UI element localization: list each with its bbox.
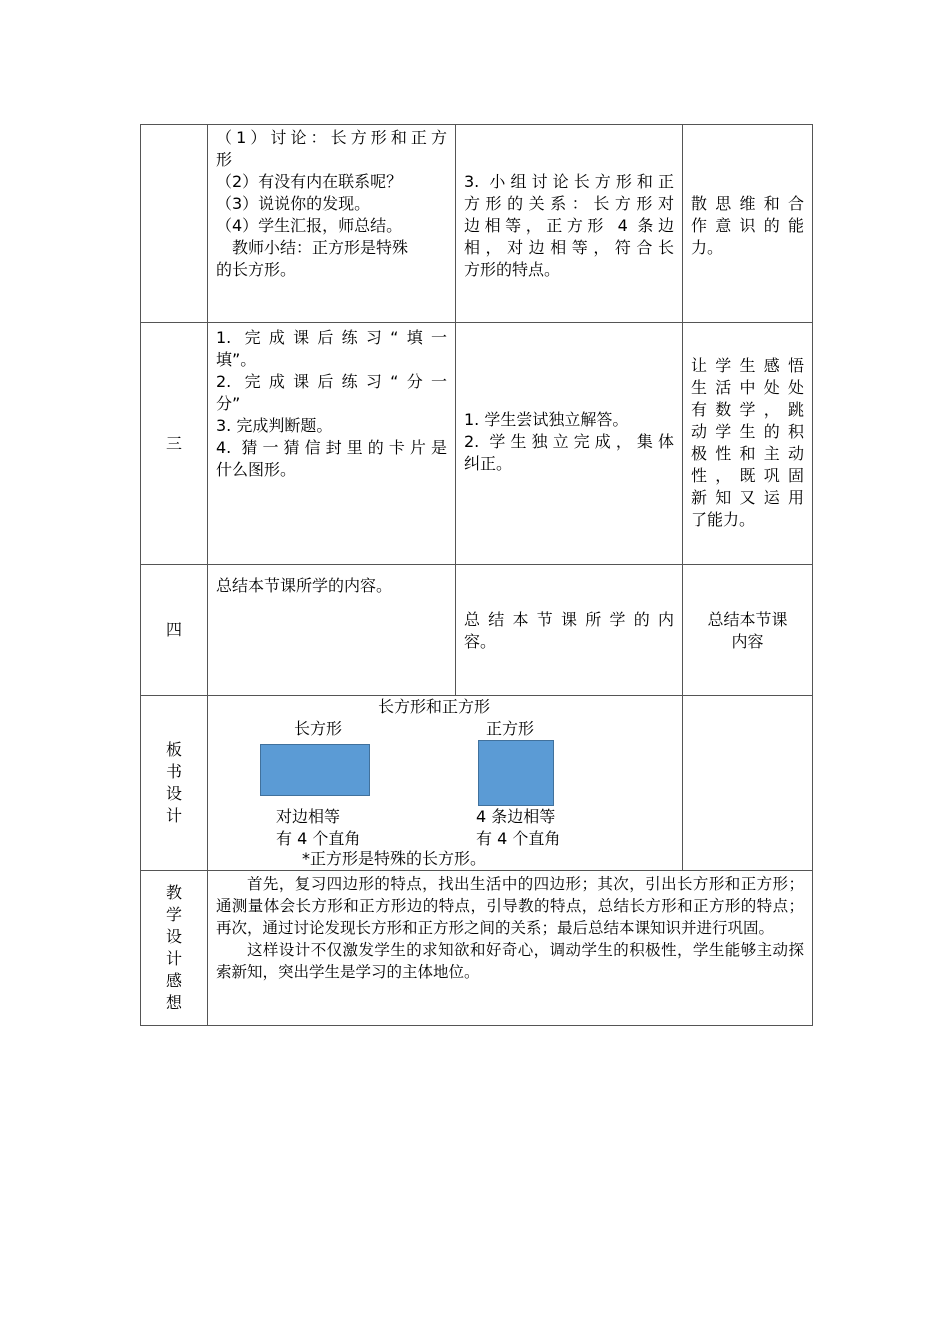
text-line: （2）有没有内在联系呢？	[216, 172, 403, 191]
reflection-label: 教 学 设 计 感 想	[165, 883, 182, 1012]
text-line: （4）学生汇报，师总结。	[216, 216, 403, 235]
text-line: 作意识的能	[691, 216, 804, 235]
text-line: 方形的关系：长方形对	[464, 194, 674, 213]
text-line: 填”。	[216, 350, 257, 369]
text-line: 教师小结：正方形是特殊	[216, 238, 409, 257]
stage-cell: 四	[141, 565, 208, 696]
text-line: （1）讨论：长方形和正方	[216, 128, 447, 147]
text-line: 形	[216, 150, 233, 169]
text-line: 2. 完成课后练习“分一	[216, 372, 447, 391]
table-row-stage-3	[141, 323, 813, 565]
design-intent-cell	[683, 323, 813, 565]
text-line: 性，既巩固	[691, 466, 804, 485]
reflection-paragraph-1: 首先，复习四边形的特点，找出生活中的四边形；其次，引出长方形和正方形；通测量体会长方形和正方形边的特点，引导教的特点，总结长方形和正方形的特点；再次，通过讨论发现长方形和正方形之间的关系；最后总结本课知识并进行巩固。	[216, 875, 804, 937]
text-line: 散思维和合	[691, 194, 804, 213]
text-line: 总结本节课所学的内	[464, 610, 674, 629]
teacher-activity-cell	[208, 125, 456, 323]
table-row-stage-4	[141, 565, 813, 696]
text-line: 方形的特点。	[464, 260, 561, 279]
board-title: 长方形和正方形	[378, 697, 491, 716]
text-line: 让学生感悟	[691, 356, 804, 375]
stage-cell: 三	[141, 323, 208, 565]
text-line: 1. 完成课后练习“填一	[216, 328, 447, 347]
text-line: 纠正。	[464, 454, 513, 473]
text-line: 边相等，正方形 4 条边	[464, 216, 674, 235]
text-line: 力。	[691, 238, 724, 257]
text-line: （3）说说你的发现。	[216, 194, 371, 213]
square-shape	[478, 740, 554, 806]
rectangle-property-sides: 对边相等	[276, 807, 341, 826]
rectangle-shape	[260, 744, 370, 796]
board-design-empty-cell	[683, 696, 813, 871]
table-row-stage-2-cont	[141, 125, 813, 323]
text-line: 3. 小组讨论长方形和正	[464, 172, 674, 191]
text-line: 分”	[216, 394, 241, 413]
text-line: 动学生的积	[691, 422, 804, 441]
text-line: 生活中处处	[691, 378, 804, 397]
student-activity-cell	[456, 565, 683, 696]
board-note: *正方形是特殊的长方形。	[302, 849, 487, 868]
square-property-angles: 有 4 个直角	[476, 829, 561, 848]
text-line: 新知又运用	[691, 488, 804, 507]
design-intent-cell	[683, 565, 813, 696]
text-line: 什么图形。	[216, 460, 297, 479]
board-design-label: 板 书 设 计	[165, 740, 182, 825]
board-design-label-cell	[141, 696, 208, 871]
table-row-board-design	[141, 696, 813, 871]
text-line: 了能力。	[691, 510, 756, 529]
text-line: 的长方形。	[216, 260, 297, 279]
text-line: 4. 猜一猜信封里的卡片是	[216, 438, 447, 457]
reflection-paragraph-2: 这样设计不仅激发学生的求知欲和好奇心，调动学生的积极性，学生能够主动探索新知，突出学生是学习的主体地位。	[216, 941, 804, 981]
stage-cell	[141, 125, 208, 323]
text-line: 容。	[464, 632, 497, 651]
board-design-cell	[208, 696, 683, 871]
table-row-reflection	[141, 871, 813, 1026]
text-line: 内容	[731, 632, 764, 651]
rectangle-property-angles: 有 4 个直角	[276, 829, 361, 848]
text-line: 总结本节课所学的内容。	[216, 576, 393, 595]
rectangle-label: 长方形	[294, 719, 343, 738]
square-property-sides: 4 条边相等	[476, 807, 556, 826]
student-activity-cell	[456, 323, 683, 565]
text-line: 极性和主动	[691, 444, 804, 463]
text-line: 相，对边相等，符合长	[464, 238, 674, 257]
design-intent-cell	[683, 125, 813, 323]
reflection-label-cell	[141, 871, 208, 1026]
reflection-content-cell	[208, 871, 813, 1026]
text-line: 总结本节课	[707, 610, 788, 629]
text-line: 有数学，跳	[691, 400, 804, 419]
teacher-activity-cell	[208, 323, 456, 565]
text-line: 2. 学生独立完成，集体	[464, 432, 674, 451]
student-activity-cell	[456, 125, 683, 323]
lesson-plan-table	[140, 124, 813, 1026]
teacher-activity-cell	[208, 565, 456, 696]
text-line: 1. 学生尝试独立解答。	[464, 410, 629, 429]
text-line: 3. 完成判断题。	[216, 416, 333, 435]
square-label: 正方形	[486, 719, 535, 738]
